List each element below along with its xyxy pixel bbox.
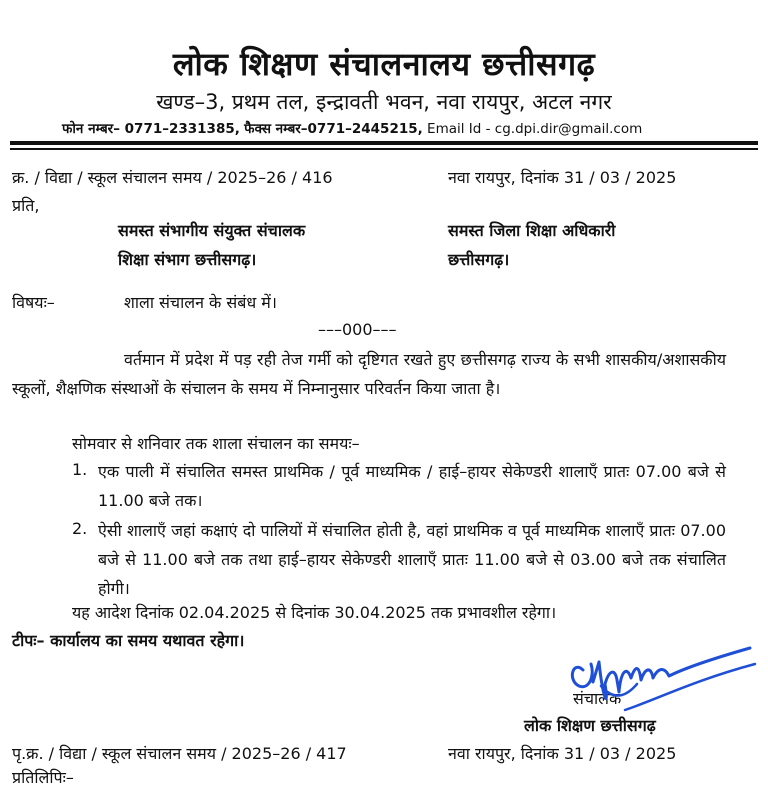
schedule-heading: सोमवार से शनिवार तक शाला संचालन का समयः– [72,434,360,453]
to-label: प्रति, [12,196,40,215]
header-divider-thick [10,141,758,145]
item-2-text: ऐसी शालाएँ जहां कक्षाएं दो पालियों में संचालित होती है, वहां प्राथमिक व पूर्व माध्यमिक शालाएँ प्रातः 07.00 बजे से 11.00 बजे तक तथा हाई–हायर सेकेण्डरी शालाएँ प्रातः 11.00 बजे से 03.00 बजे तक संचालित होगी। [98,521,726,598]
addressee-1-line-1: समस्त संभागीय संयुक्त संचालक [118,221,306,240]
fax-number: फैक्स नम्बर–0771–2445215, [244,121,423,137]
addressee-2-line-2: छत्तीसगढ़। [448,250,510,269]
signatory-office: लोक शिक्षण छत्तीसगढ़ [524,716,656,735]
office-time-note: टीपः– कार्यालय का समय यथावत रहेगा। [12,631,245,650]
addressee-2-line-1: समस्त जिला शिक्षा अधिकारी [448,221,616,240]
phone-number: फोन नम्बर– 0771–2331385, [62,121,240,137]
email-address: Email Id - cg.dpi.dir@gmail.com [427,121,643,137]
office-title: लोक शिक्षण संचालनालय छत्तीसगढ़ [172,45,596,83]
item-1-text: एक पाली में संचालित समस्त प्राथमिक / पूर्व माध्यमिक / हाई–हायर सेकेण्डरी शालाएँ प्रातः 07.00 बजे से 11.00 बजे तक। [98,462,726,510]
reference-number: क्र. / विद्या / स्कूल संचालन समय / 2025–26 / 416 [12,168,333,187]
copy-to-label: प्रतिलिपिः– [12,768,74,787]
signature-image [565,640,765,715]
subject-text: शाला संचालन के संबंध में। [124,293,277,312]
designation: संचालक [573,689,622,708]
place-date: नवा रायपुर, दिनांक 31 / 03 / 2025 [448,168,677,187]
separator: –––000––– [318,320,397,339]
item-1-number: 1. [72,460,88,479]
subject-label: विषयः– [12,293,55,312]
item-2-number: 2. [72,519,88,538]
addressee-1-line-2: शिक्षा संभाग छत्तीसगढ़। [118,250,257,269]
contact-line [62,119,642,137]
endorsement-number: पृ.क्र. / विद्या / स्कूल संचालन समय / 2025–26 / 417 [12,744,347,763]
effective-period: यह आदेश दिनांक 02.04.2025 से दिनांक 30.04.2025 तक प्रभावशील रहेगा। [72,603,557,622]
endorsement-place-date: नवा रायपुर, दिनांक 31 / 03 / 2025 [448,744,677,763]
intro-paragraph: वर्तमान में प्रदेश में पड़ रही तेज गर्मी को दृष्टिगत रखते हुए छत्तीसगढ़ राज्य के सभी शासकीय/अशासकीय स्कूलों, शैक्षणिक संस्थाओं के संचालन के समय में निम्नानुसार परिवर्तन किया जाता है। [12,350,726,398]
header-divider-thin [10,148,758,150]
office-address: खण्ड–3, प्रथम तल, इन्द्रावती भवन, नवा रायपुर, अटल नगर [156,90,612,114]
